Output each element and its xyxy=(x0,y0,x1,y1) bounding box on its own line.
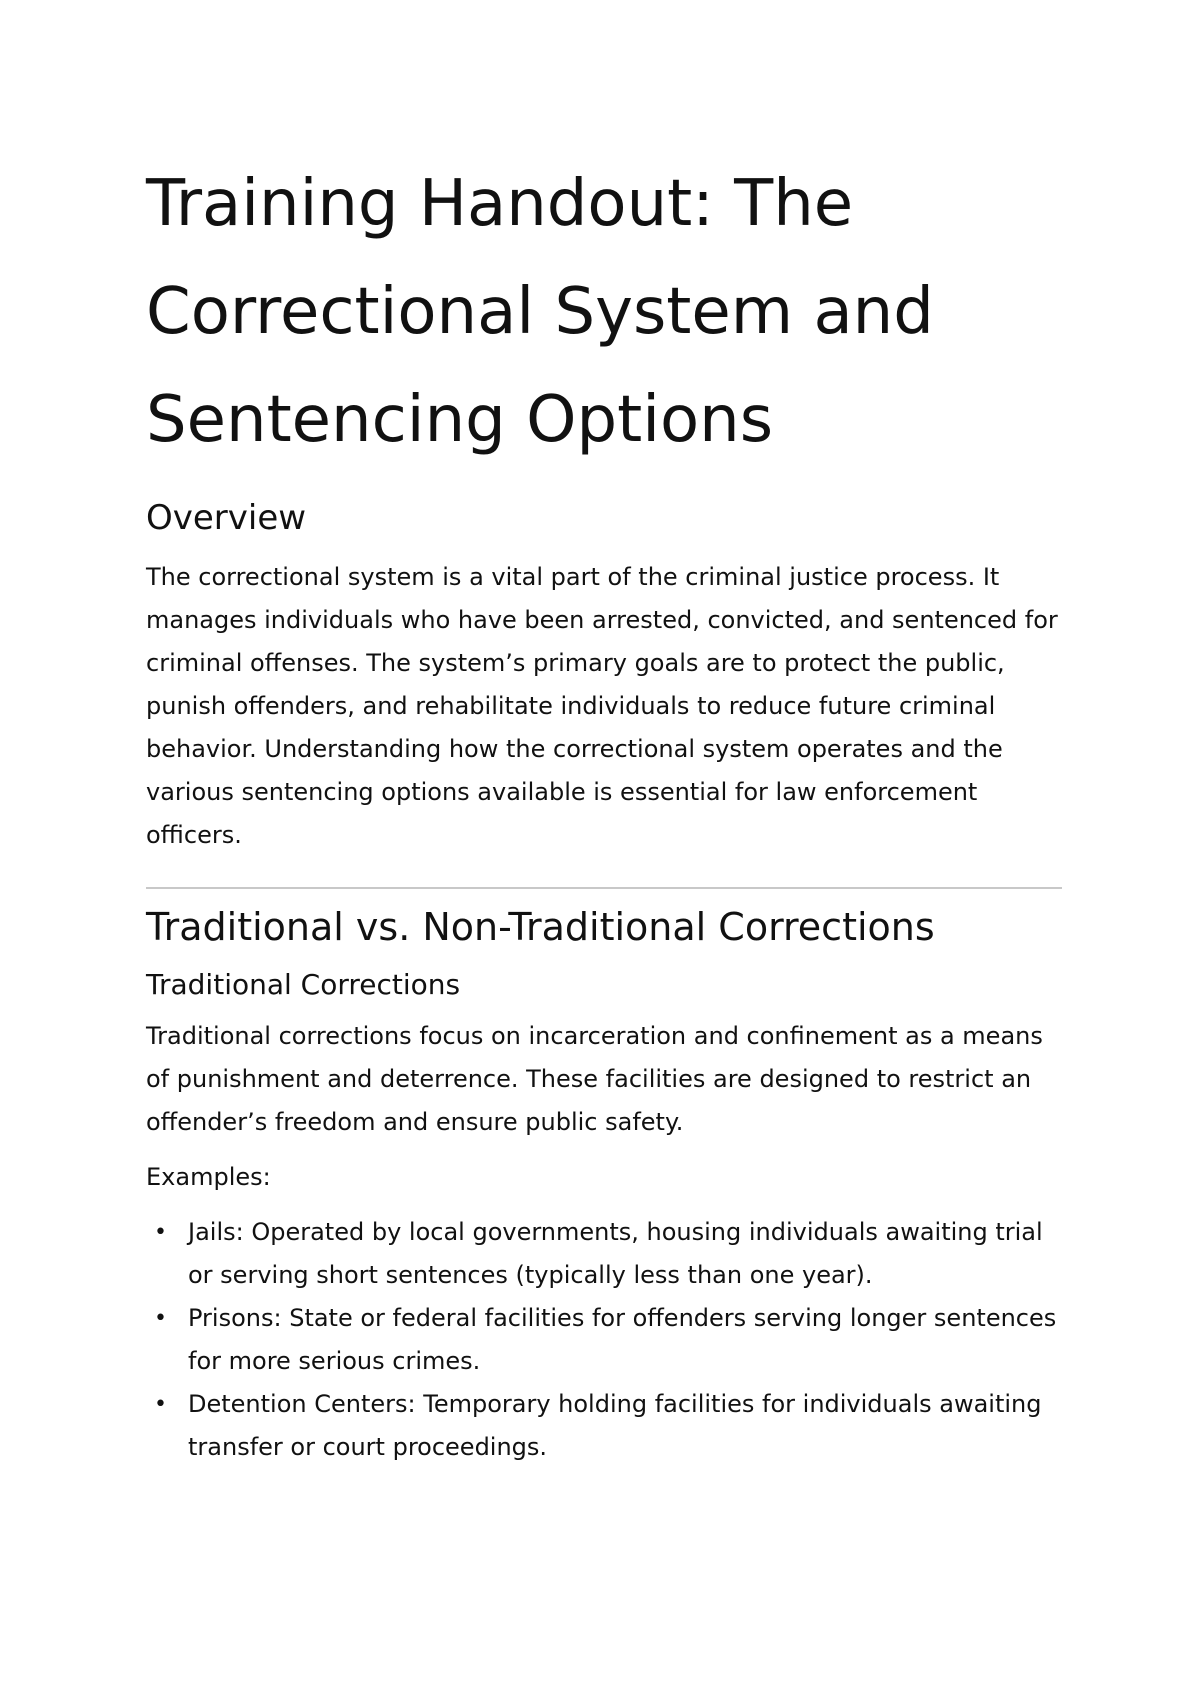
document-page xyxy=(146,150,1062,1469)
overview-paragraph: The correctional system is a vital part of the criminal justice process. It manages individuals who have been arrested, convicted, and sentenced for criminal offenses. The system’s primary goals are to protect the public, punish offenders, and rehabilitate individuals to reduce future criminal behavior. Understanding how the correctional system operates and the various sentencing options available is essential for law enforcement officers. xyxy=(146,563,1058,849)
section-divider xyxy=(146,887,1062,889)
traditional-corrections-paragraph: Traditional corrections focus on incarceration and confinement as a means of punishment and deterrence. These facilities are designed to restrict an offender’s freedom and ensure public safety. xyxy=(146,1022,1043,1136)
bullet-icon: • xyxy=(154,1392,167,1417)
section-heading: Traditional vs. Non-Traditional Corrections xyxy=(146,905,935,949)
list-item xyxy=(146,1297,1062,1383)
subsection-heading: Traditional Corrections xyxy=(146,968,461,1001)
examples-label: Examples: xyxy=(146,1163,271,1191)
list-item xyxy=(146,1383,1062,1469)
examples-list xyxy=(146,1211,1062,1469)
bullet-icon: • xyxy=(154,1220,167,1245)
document-title: Training Handout: The Correctional System and Sentencing Options xyxy=(146,167,934,457)
list-item-text: Jails: Operated by local governments, housing individuals awaiting trial or serving short sentences (typically less than one year). xyxy=(188,1218,1043,1289)
list-item-text: Detention Centers: Temporary holding facilities for individuals awaiting transfer or court proceedings. xyxy=(188,1390,1042,1461)
list-item xyxy=(146,1211,1062,1297)
list-item-text: Prisons: State or federal facilities for offenders serving longer sentences for more serious crimes. xyxy=(188,1304,1057,1375)
overview-heading: Overview xyxy=(146,498,307,538)
bullet-icon: • xyxy=(154,1306,167,1331)
